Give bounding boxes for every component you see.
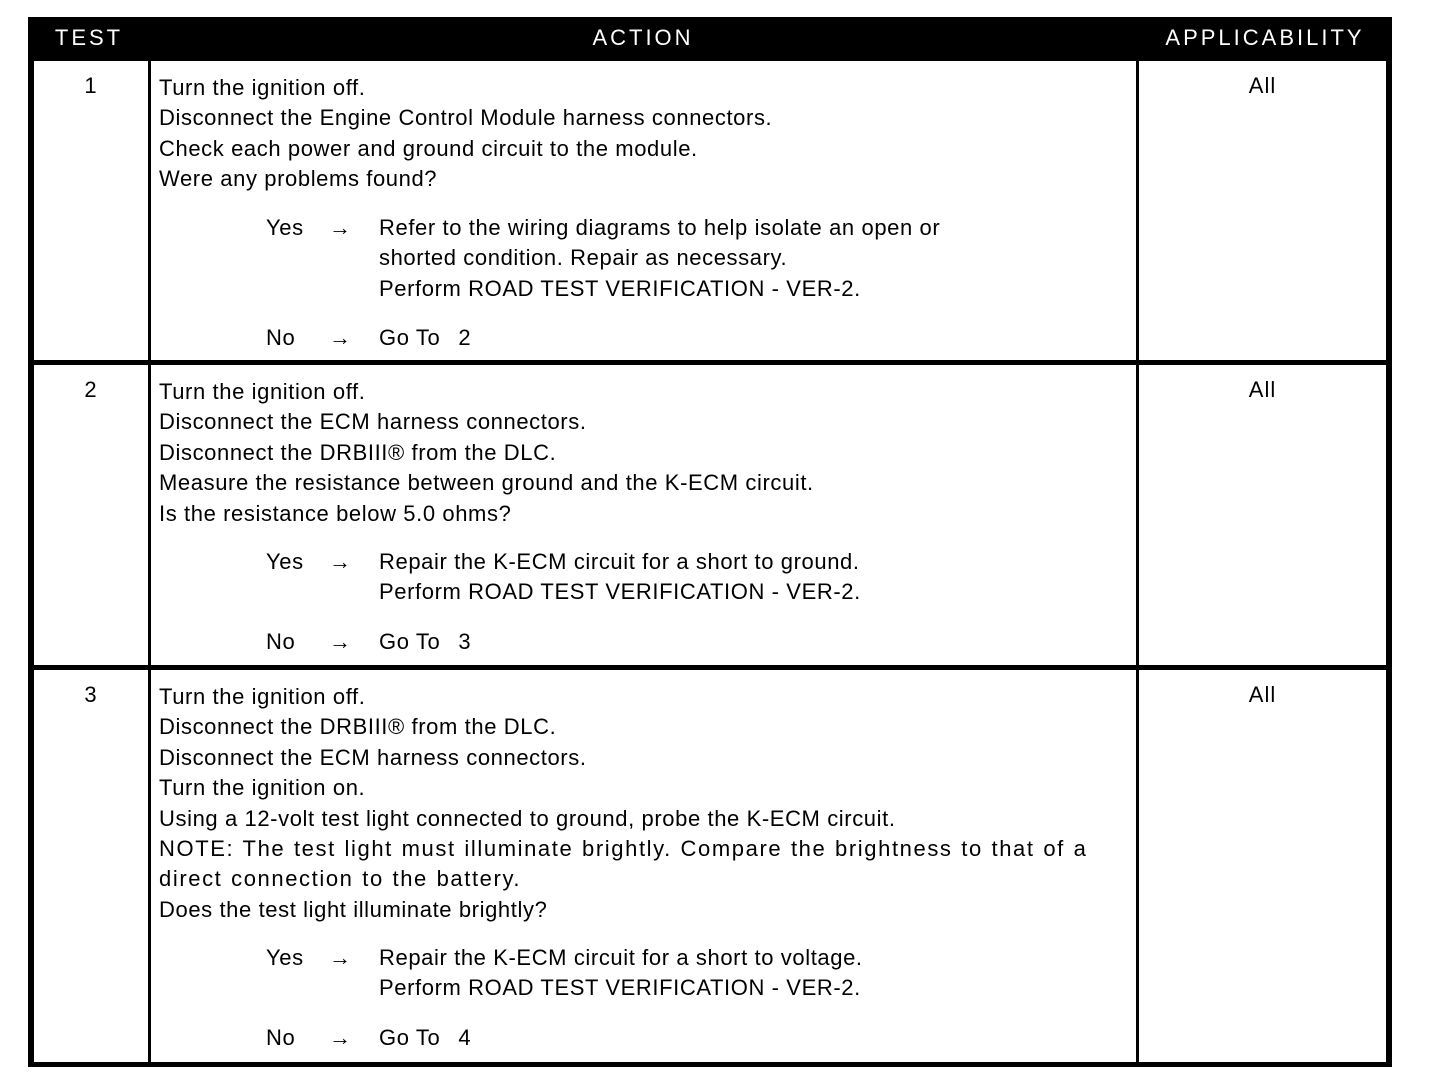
- goto-target: 3: [458, 628, 472, 654]
- test-number-cell: [34, 365, 148, 665]
- no-answer: [266, 627, 1126, 657]
- yes-label: Yes: [266, 215, 304, 240]
- no-answer: [266, 323, 1126, 353]
- action-cell: [151, 670, 1136, 1062]
- action-steps: [159, 682, 1134, 925]
- action-steps: [159, 73, 1134, 195]
- diagnostic-table: [28, 17, 1392, 1067]
- goto-text: Go To: [379, 1024, 441, 1050]
- yes-instruction: Perform ROAD TEST VERIFICATION - VER-2.: [379, 975, 861, 1001]
- goto-target: 2: [458, 325, 472, 351]
- answer-block: [266, 547, 1126, 657]
- header-test: TEST: [54, 25, 124, 50]
- yes-instruction: Repair the K-ECM circuit for a short to ground.: [379, 549, 860, 574]
- test-number-cell: [34, 61, 148, 360]
- goto-text: Go To: [379, 325, 441, 351]
- answer-block: [266, 943, 1126, 1053]
- applicability-value: All: [1248, 682, 1277, 707]
- applicability-value: All: [1248, 73, 1277, 98]
- action-step: Using a 12-volt test light connected to ground, probe the K-ECM circuit.: [159, 805, 896, 831]
- yes-label: Yes: [266, 549, 304, 574]
- goto-target: 4: [458, 1024, 472, 1050]
- action-step: Were any problems found?: [159, 166, 438, 192]
- action-step: Turn the ignition on.: [159, 775, 366, 801]
- action-step: Turn the ignition off.: [159, 684, 366, 709]
- action-step: Disconnect the ECM harness connectors.: [159, 409, 587, 435]
- action-step: Disconnect the DRBIII® from the DLC.: [159, 714, 557, 740]
- action-cell: [151, 61, 1136, 360]
- yes-instruction: Perform ROAD TEST VERIFICATION - VER-2.: [379, 275, 861, 301]
- action-step: Does the test light illuminate brightly?: [159, 896, 548, 922]
- yes-label: Yes: [266, 945, 304, 970]
- action-step: Turn the ignition off.: [159, 75, 366, 100]
- header-applicability: APPLICABILITY: [1165, 25, 1365, 50]
- action-note: NOTE: The test light must illuminate brightly. Compare the brightness to that of a direct connection to the battery.: [159, 836, 1088, 892]
- no-label: No: [266, 325, 296, 351]
- action-cell: [151, 365, 1136, 665]
- action-step: Disconnect the DRBIII® from the DLC.: [159, 439, 557, 465]
- test-number: 3: [84, 682, 98, 707]
- no-label: No: [266, 1024, 296, 1050]
- applicability-cell: [1139, 61, 1386, 360]
- yes-instruction: Refer to the wiring diagrams to help isolate an open or: [379, 215, 941, 240]
- yes-instruction: Perform ROAD TEST VERIFICATION - VER-2.: [379, 579, 861, 605]
- test-number-cell: [34, 670, 148, 1062]
- applicability-value: All: [1248, 377, 1277, 402]
- test-number: 1: [84, 73, 98, 98]
- action-step: Is the resistance below 5.0 ohms?: [159, 500, 512, 526]
- right-arrow-icon: →: [329, 1024, 352, 1050]
- action-step: Check each power and ground circuit to the module.: [159, 135, 698, 161]
- table-row-test-3: [28, 670, 1392, 1062]
- right-arrow-icon: →: [329, 325, 352, 351]
- no-label: No: [266, 628, 296, 654]
- applicability-cell: [1139, 670, 1386, 1062]
- right-arrow-icon: →: [329, 628, 352, 654]
- right-arrow-icon: →: [329, 549, 352, 574]
- yes-answer: [266, 213, 1126, 304]
- action-step: Disconnect the ECM harness connectors.: [159, 744, 587, 770]
- action-step: Turn the ignition off.: [159, 379, 366, 404]
- test-number: 2: [84, 377, 98, 402]
- yes-answer: [266, 943, 1126, 1004]
- table-row-test-2: [28, 365, 1392, 665]
- applicability-cell: [1139, 365, 1386, 665]
- no-answer: [266, 1023, 1126, 1053]
- right-arrow-icon: →: [329, 215, 352, 240]
- table-row-test-1: [28, 61, 1392, 360]
- action-step: Measure the resistance between ground and the K-ECM circuit.: [159, 470, 814, 496]
- table-header: [28, 17, 1392, 58]
- yes-instruction: Repair the K-ECM circuit for a short to voltage.: [379, 945, 863, 970]
- right-arrow-icon: →: [329, 945, 352, 970]
- action-steps: [159, 377, 1134, 529]
- yes-instruction: shorted condition. Repair as necessary.: [379, 245, 788, 271]
- yes-answer: [266, 547, 1126, 608]
- answer-block: [266, 213, 1126, 354]
- action-step: Disconnect the Engine Control Module harness connectors.: [159, 105, 773, 131]
- header-action: ACTION: [592, 25, 694, 50]
- goto-text: Go To: [379, 628, 441, 654]
